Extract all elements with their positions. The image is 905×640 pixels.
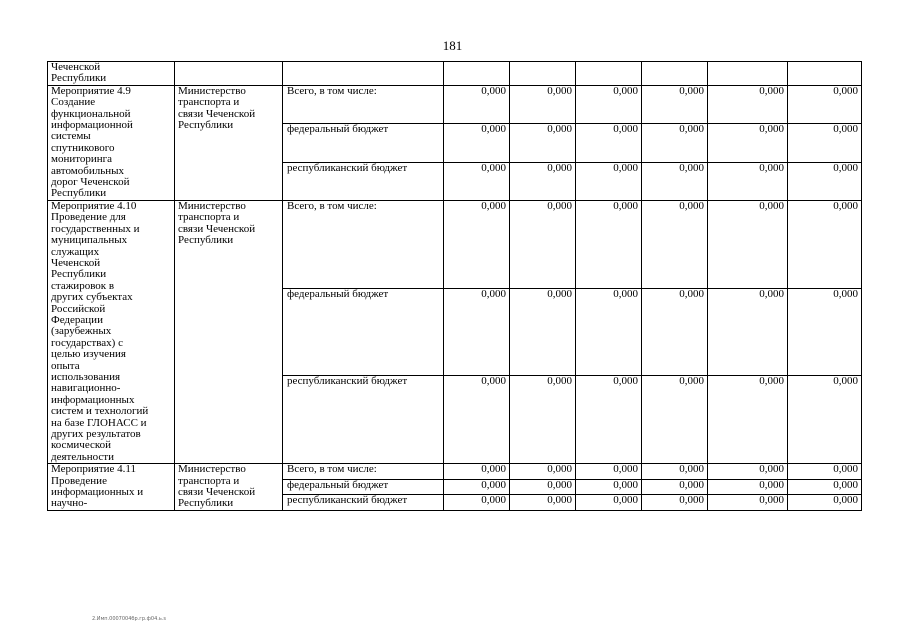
measure-cell-line: навигационно- xyxy=(51,382,121,395)
funding-source: федеральный бюджет xyxy=(283,124,444,162)
agency-cell-line: связи Чеченской xyxy=(178,107,256,120)
agency-cell xyxy=(175,464,283,511)
amount-cell: 0,000 xyxy=(788,162,862,200)
amount-cell: 0,000 xyxy=(510,200,576,288)
measure-cell-line: опыта xyxy=(51,359,80,372)
measure-cell-line: Проведение xyxy=(51,474,107,487)
amount-cell: 0,000 xyxy=(444,376,510,464)
measure-cell-line: Чеченской xyxy=(51,256,101,269)
empty-cell xyxy=(175,62,283,86)
amount-cell: 0,000 xyxy=(708,200,788,288)
agency-cell xyxy=(175,200,283,463)
amount-cell: 0,000 xyxy=(444,85,510,123)
amount-cell: 0,000 xyxy=(444,479,510,495)
measure-cell-line: других результатов xyxy=(51,428,141,440)
amount-cell: 0,000 xyxy=(576,85,642,123)
amount-cell: 0,000 xyxy=(788,376,862,464)
amount-cell: 0,000 xyxy=(576,162,642,200)
measure-cell-line: системы xyxy=(51,130,91,143)
measure-cell-line: Мероприятие 4.11 xyxy=(51,463,137,476)
measure-cell-line: государственных и xyxy=(51,222,140,235)
amount-cell: 0,000 xyxy=(444,464,510,480)
amount-cell: 0,000 xyxy=(708,479,788,495)
agency-cell-line: транспорта и xyxy=(178,474,240,487)
measure-cell-line: деятельности xyxy=(51,450,114,463)
amount-cell: 0,000 xyxy=(788,200,862,288)
measure-cell-line: автомобильных xyxy=(51,164,124,177)
agency-cell-line: Министерство xyxy=(178,200,246,212)
measure-cell-line: (зарубежных xyxy=(51,325,112,338)
empty-cell xyxy=(642,62,708,86)
amount-cell: 0,000 xyxy=(708,495,788,511)
amount-cell: 0,000 xyxy=(642,85,708,123)
amount-cell: 0,000 xyxy=(576,479,642,495)
amount-cell: 0,000 xyxy=(708,288,788,376)
empty-cell xyxy=(510,62,576,86)
funding-source: Всего, в том числе: xyxy=(283,464,444,480)
funding-source: Всего, в том числе: xyxy=(283,200,444,288)
table-row xyxy=(48,85,862,123)
amount-cell: 0,000 xyxy=(708,124,788,162)
measure-cell-line: информационной xyxy=(51,119,133,132)
amount-cell: 0,000 xyxy=(788,288,862,376)
measure-cell-line: муниципальных xyxy=(51,234,128,247)
amount-cell: 0,000 xyxy=(788,124,862,162)
measure-cell-line: функциональной xyxy=(51,107,131,120)
measure-cell xyxy=(48,85,175,200)
measure-cell-line: государствах) с xyxy=(51,336,123,349)
amount-cell: 0,000 xyxy=(510,288,576,376)
amount-cell: 0,000 xyxy=(788,85,862,123)
measure-cell xyxy=(48,62,175,86)
table-row xyxy=(48,200,862,288)
measure-cell-line: других субъектах xyxy=(51,291,133,304)
measure-cell xyxy=(48,464,175,511)
amount-cell: 0,000 xyxy=(708,464,788,480)
agency-cell-line: связи Чеченской xyxy=(178,222,256,235)
amount-cell: 0,000 xyxy=(510,376,576,464)
amount-cell: 0,000 xyxy=(576,464,642,480)
agency-cell-line: связи Чеченской xyxy=(178,486,256,499)
funding-source: республиканский бюджет xyxy=(283,376,444,464)
agency-cell-line: Республики xyxy=(178,119,234,132)
amount-cell: 0,000 xyxy=(642,479,708,495)
funding-source: федеральный бюджет xyxy=(283,288,444,376)
amount-cell: 0,000 xyxy=(642,288,708,376)
amount-cell: 0,000 xyxy=(788,464,862,480)
amount-cell: 0,000 xyxy=(576,288,642,376)
amount-cell: 0,000 xyxy=(510,124,576,162)
measure-cell-line: информационных и xyxy=(51,486,144,499)
measure-cell-line: использования xyxy=(51,370,121,383)
measure-cell-line: Проведение для xyxy=(51,211,126,224)
agency-cell-line: Министерство xyxy=(178,463,246,476)
table-row xyxy=(48,464,862,480)
amount-cell: 0,000 xyxy=(510,495,576,511)
amount-cell: 0,000 xyxy=(510,85,576,123)
agency-cell xyxy=(175,85,283,200)
measure-cell-line: служащих xyxy=(51,245,100,258)
amount-cell: 0,000 xyxy=(510,479,576,495)
measure-cell-line: Республики xyxy=(51,72,107,85)
amount-cell: 0,000 xyxy=(510,464,576,480)
amount-cell: 0,000 xyxy=(642,464,708,480)
measure-cell-line: Республики xyxy=(51,268,107,281)
amount-cell: 0,000 xyxy=(444,200,510,288)
amount-cell: 0,000 xyxy=(788,495,862,511)
empty-cell xyxy=(576,62,642,86)
funding-source: республиканский бюджет xyxy=(283,495,444,511)
amount-cell: 0,000 xyxy=(642,162,708,200)
amount-cell: 0,000 xyxy=(444,495,510,511)
funding-source: Всего, в том числе: xyxy=(283,85,444,123)
agency-cell-line: Министерство xyxy=(178,85,246,97)
measure-cell-line: Чеченской xyxy=(51,61,101,73)
measure-cell-line: Создание xyxy=(51,96,96,109)
table-row xyxy=(48,62,862,86)
empty-cell xyxy=(444,62,510,86)
measure-cell-line: информационных xyxy=(51,393,135,406)
amount-cell: 0,000 xyxy=(708,85,788,123)
amount-cell: 0,000 xyxy=(444,288,510,376)
measure-cell-line: научно- xyxy=(51,497,88,510)
agency-cell-line: Республики xyxy=(178,497,234,510)
amount-cell: 0,000 xyxy=(642,376,708,464)
budget-table xyxy=(47,61,862,511)
agency-cell-line: транспорта и xyxy=(178,211,240,224)
agency-cell-line: Республики xyxy=(178,234,234,247)
empty-cell xyxy=(283,62,444,86)
amount-cell: 0,000 xyxy=(576,376,642,464)
empty-cell xyxy=(788,62,862,86)
amount-cell: 0,000 xyxy=(642,200,708,288)
measure-cell-line: стажировок в xyxy=(51,279,115,292)
amount-cell: 0,000 xyxy=(444,124,510,162)
measure-cell-line: дорог Чеченской xyxy=(51,176,130,189)
empty-cell xyxy=(708,62,788,86)
measure-cell-line: Российской xyxy=(51,302,106,315)
measure-cell-line: мониторинга xyxy=(51,153,113,166)
funding-source: федеральный бюджет xyxy=(283,479,444,495)
page-number: 181 xyxy=(442,38,463,53)
amount-cell: 0,000 xyxy=(708,162,788,200)
amount-cell: 0,000 xyxy=(576,124,642,162)
measure-cell-line: целью изучения xyxy=(51,348,126,361)
amount-cell: 0,000 xyxy=(788,479,862,495)
measure-cell-line: спутникового xyxy=(51,141,115,154)
footer-code: 2.Имп.0007004бр.гр.ф04.ь.s xyxy=(92,616,167,622)
funding-source: республиканский бюджет xyxy=(283,162,444,200)
measure-cell-line: систем и технологий xyxy=(51,405,149,418)
measure-cell-line: на базе ГЛОНАСС и xyxy=(51,416,147,429)
measure-cell-line: Мероприятие 4.10 xyxy=(51,200,137,212)
measure-cell-line: космической xyxy=(51,439,112,452)
amount-cell: 0,000 xyxy=(576,200,642,288)
amount-cell: 0,000 xyxy=(510,162,576,200)
measure-cell-line: Республики xyxy=(51,187,107,200)
amount-cell: 0,000 xyxy=(642,124,708,162)
agency-cell-line: транспорта и xyxy=(178,96,240,109)
amount-cell: 0,000 xyxy=(642,495,708,511)
measure-cell-line: Федерации xyxy=(51,313,103,326)
amount-cell: 0,000 xyxy=(576,495,642,511)
amount-cell: 0,000 xyxy=(708,376,788,464)
amount-cell: 0,000 xyxy=(444,162,510,200)
measure-cell-line: Мероприятие 4.9 xyxy=(51,85,131,97)
measure-cell xyxy=(48,200,175,463)
